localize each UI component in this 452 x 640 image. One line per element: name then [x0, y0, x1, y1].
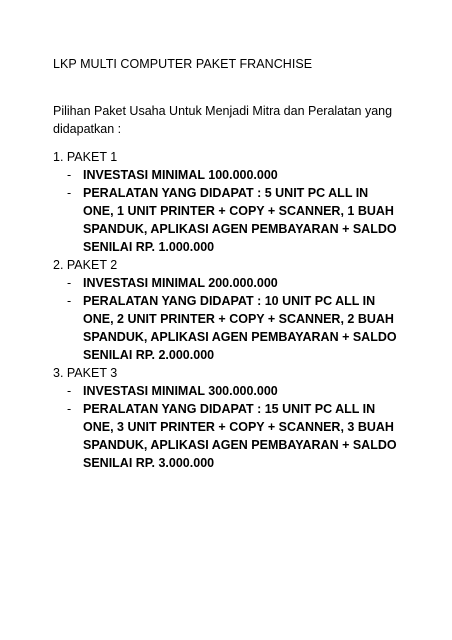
bullet-dash: - — [67, 168, 72, 182]
package-item-investment — [53, 274, 401, 292]
package-heading: 2. PAKET 2 — [53, 258, 118, 272]
package-item-equipment — [53, 292, 401, 364]
package-list — [53, 148, 413, 472]
package-items — [53, 274, 413, 364]
package-item-equipment — [53, 184, 401, 256]
package-item-investment — [53, 382, 401, 400]
package-item-investment — [53, 166, 401, 184]
bullet-dash: - — [67, 276, 72, 290]
bullet-dash: - — [67, 384, 72, 398]
bullet-dash: - — [67, 186, 72, 200]
intro-paragraph: Pilihan Paket Usaha Untuk Menjadi Mitra dan Peralatan yang didapatkan : — [53, 104, 393, 136]
item-text: INVESTASI MINIMAL 200.000.000 — [83, 276, 278, 290]
package-item-equipment — [53, 400, 401, 472]
bullet-dash: - — [67, 294, 72, 308]
package-heading: 1. PAKET 1 — [53, 150, 118, 164]
package-2 — [53, 256, 413, 364]
item-text: PERALATAN YANG DIDAPAT : 5 UNIT PC ALL IN ONE, 1 UNIT PRINTER + COPY + SCANNER, 1 BUAH SPANDUK, APLIKASI AGEN PEMBAYARAN + SALDO SENILAI RP. 1.000.000 — [83, 186, 397, 254]
package-3 — [53, 364, 413, 472]
item-text: INVESTASI MINIMAL 300.000.000 — [83, 384, 278, 398]
package-items — [53, 382, 413, 472]
bullet-dash: - — [67, 402, 72, 416]
item-text: PERALATAN YANG DIDAPAT : 15 UNIT PC ALL IN ONE, 3 UNIT PRINTER + COPY + SCANNER, 3 BUAH SPANDUK, APLIKASI AGEN PEMBAYARAN + SALDO SENILAI RP. 3.000.000 — [83, 402, 397, 470]
document-title: LKP MULTI COMPUTER PAKET FRANCHISE — [53, 57, 313, 71]
item-text: INVESTASI MINIMAL 100.000.000 — [83, 168, 278, 182]
package-heading: 3. PAKET 3 — [53, 366, 118, 380]
package-items — [53, 166, 413, 256]
item-text: PERALATAN YANG DIDAPAT : 10 UNIT PC ALL IN ONE, 2 UNIT PRINTER + COPY + SCANNER, 2 BUAH SPANDUK, APLIKASI AGEN PEMBAYARAN + SALDO SENILAI RP. 2.000.000 — [83, 294, 397, 362]
package-1 — [53, 148, 413, 256]
